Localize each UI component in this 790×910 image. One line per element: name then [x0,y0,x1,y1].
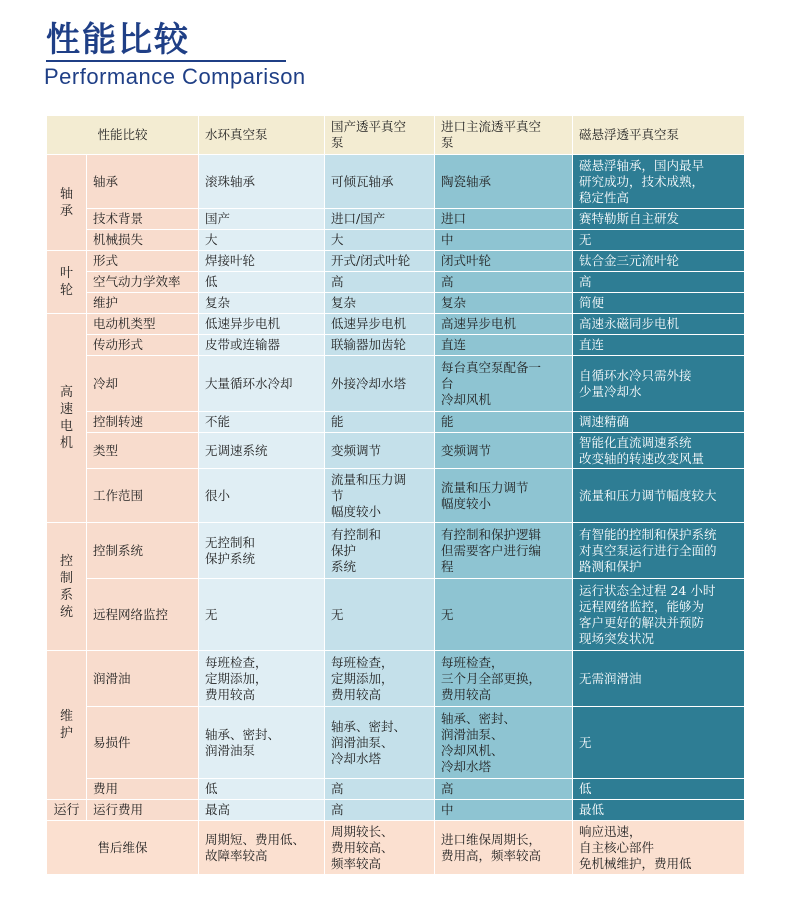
cell-col1: 不能 [199,412,325,433]
cell-col1: 焊接叶轮 [199,251,325,272]
cell-col2: 高 [325,272,435,293]
cell-col1: 轴承、密封、 润滑油泵 [199,707,325,779]
table-row [47,821,745,875]
group-label-maintenance: 维 护 [47,651,87,800]
cell-col2: 联输器加齿轮 [325,335,435,356]
row-label: 空气动力学效率 [87,272,199,293]
cell-col1: 皮带或连输器 [199,335,325,356]
cell-col3: 进口 [435,209,573,230]
cell-col1: 周期短、费用低、 故障率较高 [199,821,325,875]
group-label-control: 控 制 系 统 [47,523,87,651]
table-row [47,230,745,251]
table-row [47,523,745,579]
row-label: 运行费用 [87,800,199,821]
cell-col3: 闭式叶轮 [435,251,573,272]
table-row [47,272,745,293]
group-label-operation: 运行 [47,800,87,821]
row-label: 易损件 [87,707,199,779]
row-label: 工作范围 [87,469,199,523]
cell-col3: 每台真空泵配备一 台 冷却风机 [435,356,573,412]
group-label-impeller: 叶 轮 [47,251,87,314]
table-row [47,293,745,314]
cell-col3: 变频调节 [435,433,573,469]
header-col1: 水环真空泵 [199,116,325,155]
cell-col2: 周期较长、 费用较高、 频率较高 [325,821,435,875]
cell-col3: 陶瓷轴承 [435,155,573,209]
cell-col4: 智能化直流调速系统 改变轴的转速改变风量 [573,433,745,469]
cell-col1: 最高 [199,800,325,821]
cell-col4: 无 [573,230,745,251]
row-label: 技术背景 [87,209,199,230]
cell-col3: 中 [435,230,573,251]
cell-col2: 复杂 [325,293,435,314]
cell-col3: 复杂 [435,293,573,314]
cell-col2: 低速异步电机 [325,314,435,335]
table-row [47,356,745,412]
cell-col2: 无 [325,579,435,651]
cell-col3: 每班检查， 三个月全部更换， 费用较高 [435,651,573,707]
table-row [47,251,745,272]
header-feature: 性能比较 [47,116,199,155]
header-col3: 进口主流透平真空 泵 [435,116,573,155]
cell-col4: 直连 [573,335,745,356]
cell-col4: 赛特勒斯自主研发 [573,209,745,230]
row-label: 控制系统 [87,523,199,579]
row-label: 电动机类型 [87,314,199,335]
cell-col4: 高 [573,272,745,293]
cell-col1: 每班检查， 定期添加， 费用较高 [199,651,325,707]
cell-col1: 很小 [199,469,325,523]
table-row [47,335,745,356]
cell-col3: 进口维保周期长， 费用高，频率较高 [435,821,573,875]
cell-col4: 钛合金三元流叶轮 [573,251,745,272]
cell-col4: 运行状态全过程 24 小时 远程网络监控，能够为 客户更好的解决并预防 现场突发状况 [573,579,745,651]
cell-col1: 无控制和 保护系统 [199,523,325,579]
cell-col4: 简便 [573,293,745,314]
row-label: 远程网络监控 [87,579,199,651]
cell-col2: 有控制和 保护 系统 [325,523,435,579]
cell-col3: 中 [435,800,573,821]
cell-col3: 能 [435,412,573,433]
row-label: 机械损失 [87,230,199,251]
title-underline [46,60,286,62]
row-label: 类型 [87,433,199,469]
table-row [47,314,745,335]
table-row [47,433,745,469]
cell-col2: 高 [325,779,435,800]
cell-col4: 响应迅速， 自主核心部件 免机械维护，费用低 [573,821,745,875]
cell-col4: 最低 [573,800,745,821]
cell-col2: 进口/国产 [325,209,435,230]
cell-col3: 轴承、密封、 润滑油泵、 冷却风机、 冷却水塔 [435,707,573,779]
table-row [47,209,745,230]
page-title: 性能比较 [46,20,190,60]
row-label: 轴承 [87,155,199,209]
cell-col1: 无调速系统 [199,433,325,469]
cell-col4: 无需润滑油 [573,651,745,707]
cell-col1: 低 [199,272,325,293]
table-row [47,412,745,433]
cell-col3: 有控制和保护逻辑 但需要客户进行编 程 [435,523,573,579]
row-label-after-sales: 售后维保 [47,821,199,875]
cell-col4: 流量和压力调节幅度较大 [573,469,745,523]
table-row [47,469,745,523]
cell-col2: 高 [325,800,435,821]
cell-col3: 高 [435,779,573,800]
page-subtitle: Performance Comparison [44,64,306,89]
row-label: 形式 [87,251,199,272]
header-col2: 国产透平真空 泵 [325,116,435,155]
cell-col1: 滚珠轴承 [199,155,325,209]
cell-col1: 复杂 [199,293,325,314]
cell-col2: 可倾瓦轴承 [325,155,435,209]
table-row [47,800,745,821]
table-row [47,707,745,779]
cell-col3: 流量和压力调节 幅度较小 [435,469,573,523]
group-label-bearing: 轴 承 [47,155,87,251]
row-label: 费用 [87,779,199,800]
row-label: 维护 [87,293,199,314]
cell-col1: 国产 [199,209,325,230]
cell-col4: 有智能的控制和保护系统 对真空泵运行进行全面的 路测和保护 [573,523,745,579]
table-header-row [47,116,745,155]
cell-col1: 大量循环水冷却 [199,356,325,412]
cell-col3: 高 [435,272,573,293]
cell-col4: 低 [573,779,745,800]
cell-col4: 高速永磁同步电机 [573,314,745,335]
cell-col2: 流量和压力调 节 幅度较小 [325,469,435,523]
table-row [47,579,745,651]
cell-col3: 无 [435,579,573,651]
row-label: 传动形式 [87,335,199,356]
cell-col2: 变频调节 [325,433,435,469]
cell-col3: 高速异步电机 [435,314,573,335]
cell-col4: 自循环水冷只需外接 少量冷却水 [573,356,745,412]
cell-col4: 磁悬浮轴承，国内最早 研究成功，技术成熟， 稳定性高 [573,155,745,209]
table-row [47,651,745,707]
cell-col3: 直连 [435,335,573,356]
cell-col1: 大 [199,230,325,251]
row-label: 冷却 [87,356,199,412]
cell-col2: 外接冷却水塔 [325,356,435,412]
cell-col2: 每班检查， 定期添加， 费用较高 [325,651,435,707]
group-label-motor: 高 速 电 机 [47,314,87,523]
table-row [47,779,745,800]
comparison-table [46,115,745,875]
table-row [47,155,745,209]
row-label: 控制转速 [87,412,199,433]
cell-col1: 无 [199,579,325,651]
cell-col2: 能 [325,412,435,433]
cell-col2: 大 [325,230,435,251]
cell-col1: 低 [199,779,325,800]
cell-col1: 低速异步电机 [199,314,325,335]
cell-col2: 开式/闭式叶轮 [325,251,435,272]
header-col4: 磁悬浮透平真空泵 [573,116,745,155]
cell-col2: 轴承、密封、 润滑油泵、 冷却水塔 [325,707,435,779]
cell-col4: 调速精确 [573,412,745,433]
cell-col4: 无 [573,707,745,779]
row-label: 润滑油 [87,651,199,707]
